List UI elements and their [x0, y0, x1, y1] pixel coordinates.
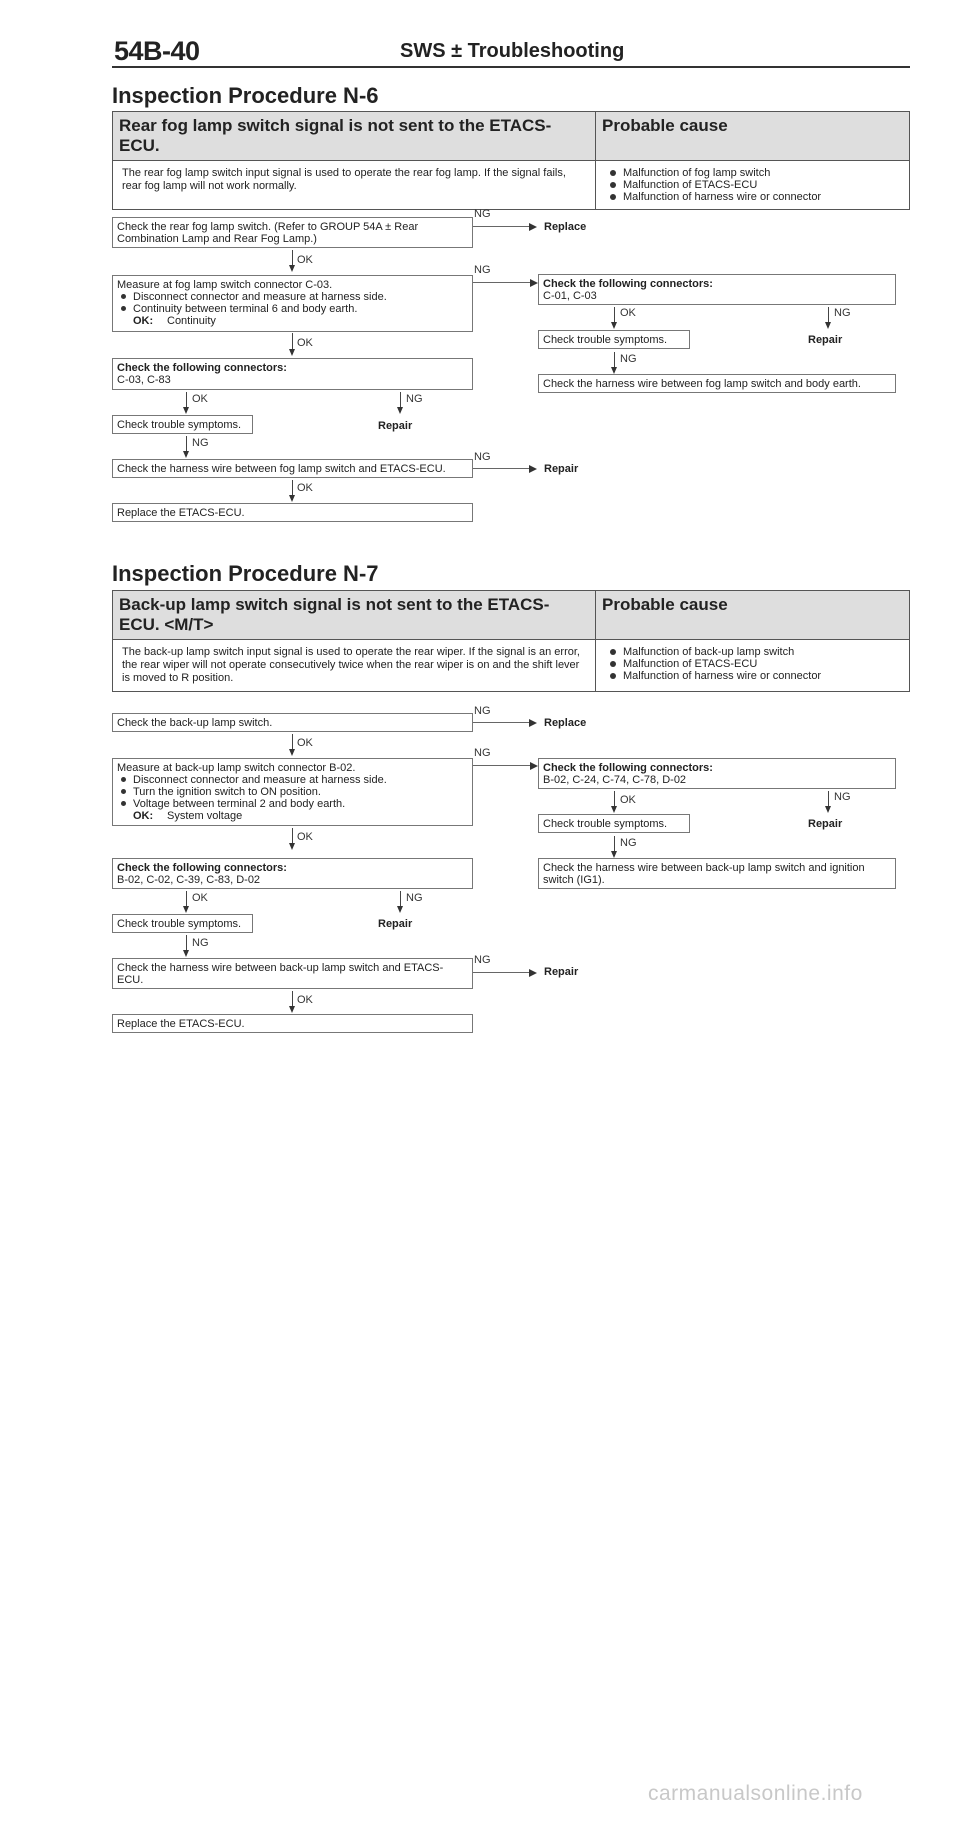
n7-step3-trouble-box: Check trouble symptoms. [112, 914, 253, 933]
n6-step1-ng-arrow [473, 226, 534, 227]
n6-step2-ok-label-arrow: OK [297, 337, 313, 349]
n7-step4-ok-label: OK [297, 994, 313, 1006]
n6-heading: Inspection Procedure N-6 [112, 83, 379, 108]
n7-step2b-ok-arrow [614, 791, 615, 811]
n6-step1-ng-label: NG [474, 208, 491, 220]
n7-step2b-trouble-ng-label: NG [620, 837, 637, 849]
n6-step1-ok-arrow [292, 250, 293, 270]
n7-cause-item: Malfunction of harness wire or connector [605, 670, 901, 682]
header-rule [112, 66, 910, 68]
n7-step3-ng-arrow [400, 891, 401, 911]
n7-step2b-title: Check the following connectors: [543, 762, 713, 774]
n7-step1-ng-label: NG [474, 705, 491, 717]
n6-cause-item: Malfunction of ETACS-ECU [605, 179, 901, 191]
n7-cause-table [112, 590, 910, 692]
n7-step1-ng-arrow [473, 722, 534, 723]
n7-step3-ng-label: NG [406, 892, 423, 904]
n6-step2-ng-arrow [473, 282, 535, 283]
n6-step3-connectors: C-03, C-83 [117, 374, 171, 386]
n7-step2-ok-arrow [292, 828, 293, 848]
n7-step2-bullet: Voltage between terminal 2 and body earth. [117, 798, 468, 810]
n7-step2b-box [538, 758, 896, 789]
n6-symptom-header: Rear fog lamp switch signal is not sent to the ETACS-ECU. [113, 112, 596, 161]
n6-step3-trouble-ng-label: NG [192, 437, 209, 449]
n7-step3-trouble-ng-arrow [186, 935, 187, 955]
n6-cause-header: Probable cause [596, 112, 910, 161]
n7-step2-title: Measure at back-up lamp switch connector B-02. [117, 762, 356, 774]
n7-step2b-ng-label: NG [834, 791, 851, 803]
n7-step2-ng-label: NG [474, 747, 491, 759]
n6-step2-ok-label: OK: [133, 315, 154, 327]
n6-step2-ok-value: Continuity [167, 315, 216, 327]
n7-step3-trouble-ng-label: NG [192, 937, 209, 949]
n6-step3-trouble-box: Check trouble symptoms. [112, 415, 253, 434]
n6-step3-trouble-ng-arrow [186, 436, 187, 456]
n6-step2-box [112, 275, 473, 332]
n6-step2-ng-label: NG [474, 264, 491, 276]
n6-step2b-ng-result: Repair [808, 334, 843, 346]
n7-causes [596, 640, 910, 692]
n6-step4-box: Check the harness wire between fog lamp switch and ETACS-ECU. [112, 459, 473, 478]
n6-step2-bullet: Disconnect connector and measure at harness side. [117, 291, 468, 303]
n7-step3-ng-result: Repair [378, 918, 413, 930]
n6-step3-ng-label: NG [406, 393, 423, 405]
n6-step2b-trouble-box: Check trouble symptoms. [538, 330, 690, 349]
n6-step3-title: Check the following connectors: [117, 362, 287, 374]
n7-step1-ok-arrow [292, 734, 293, 754]
n6-step1-box: Check the rear fog lamp switch. (Refer to GROUP 54A ± Rear Combination Lamp and Rear Fog Lamp.) [112, 217, 473, 248]
n6-step2b-trouble-ng-label: NG [620, 353, 637, 365]
n6-cause-item: Malfunction of harness wire or connector [605, 191, 901, 203]
n7-step3-connectors: B-02, C-02, C-39, C-83, D-02 [117, 874, 261, 886]
n7-step3-title: Check the following connectors: [117, 862, 287, 874]
n7-heading: Inspection Procedure N-7 [112, 561, 379, 586]
n7-cause-item: Malfunction of back-up lamp switch [605, 646, 901, 658]
n7-step2-bullet: Turn the ignition switch to ON position. [117, 786, 468, 798]
n7-step4-ng-label: NG [474, 954, 491, 966]
n7-step2-bullet: Disconnect connector and measure at harness side. [117, 774, 468, 786]
n7-description: The back-up lamp switch input signal is used to operate the rear wiper. If the signal is an error, the rear wiper will not operate consecutively twice when the rear wiper is on and the shift lever is moved to R position. [113, 640, 596, 692]
n7-step2-box [112, 758, 473, 826]
n7-step2-ok-value: System voltage [167, 810, 243, 822]
n7-step3-ok-label: OK [192, 892, 208, 904]
n7-step1-ng-result: Replace [544, 717, 587, 729]
page-title: SWS ± Troubleshooting [400, 40, 625, 62]
page-number: 54B-40 [114, 36, 200, 66]
n7-step4-box: Check the harness wire between back-up lamp switch and ETACS-ECU. [112, 958, 473, 989]
n6-step3-ng-arrow [400, 392, 401, 412]
watermark: carmanualsonline.info [648, 1782, 863, 1805]
n7-step3-box [112, 858, 473, 889]
n7-step2b-ng-result: Repair [808, 818, 843, 830]
n7-cause-header: Probable cause [596, 591, 910, 640]
n7-cause-item: Malfunction of ETACS-ECU [605, 658, 901, 670]
n7-step2-ok-label-arrow: OK [297, 831, 313, 843]
n6-step4-ng-arrow [473, 468, 534, 469]
n7-step2b-ok-label: OK [620, 794, 636, 806]
n6-step3-ng-result: Repair [378, 420, 413, 432]
n6-step2b-harness-box: Check the harness wire between fog lamp switch and body earth. [538, 374, 896, 393]
n6-description: The rear fog lamp switch input signal is used to operate the rear fog lamp. If the signal fails, rear fog lamp will not work normally. [113, 161, 596, 210]
n7-step2b-trouble-box: Check trouble symptoms. [538, 814, 690, 833]
n6-step2b-ng-arrow [828, 307, 829, 327]
n7-step2b-ng-arrow [828, 791, 829, 811]
n7-step4-ng-arrow [473, 972, 534, 973]
n6-step2b-ng-label: NG [834, 307, 851, 319]
n6-step3-ok-label: OK [192, 393, 208, 405]
n7-step2-ok-label: OK: [133, 810, 154, 822]
n6-cause-item: Malfunction of fog lamp switch [605, 167, 901, 179]
n6-causes [596, 161, 910, 210]
n7-symptom-header: Back-up lamp switch signal is not sent to the ETACS-ECU. <M/T> [113, 591, 596, 640]
n7-step4-ok-arrow [292, 991, 293, 1011]
n6-step1-ok-label: OK [297, 254, 313, 266]
n7-step3-ok-arrow [186, 891, 187, 911]
n6-step2-title: Measure at fog lamp switch connector C-03. [117, 279, 333, 291]
n6-step3-ok-arrow [186, 392, 187, 412]
n6-step2b-connectors: C-01, C-03 [543, 290, 597, 302]
n7-step5-box: Replace the ETACS-ECU. [112, 1014, 473, 1033]
n6-step5-box: Replace the ETACS-ECU. [112, 503, 473, 522]
n7-step1-ok-label: OK [297, 737, 313, 749]
n6-step4-ng-label: NG [474, 451, 491, 463]
n6-step2-bullet: Continuity between terminal 6 and body earth. [117, 303, 468, 315]
n7-step2b-trouble-ng-arrow [614, 836, 615, 856]
n6-step2b-ok-arrow [614, 307, 615, 327]
n6-step2b-box [538, 274, 896, 305]
n7-step1-box: Check the back-up lamp switch. [112, 713, 473, 732]
n6-cause-table [112, 111, 910, 210]
n6-step1-ng-result: Replace [544, 221, 587, 233]
n6-step3-box [112, 358, 473, 390]
n6-step4-ok-arrow [292, 480, 293, 500]
n7-step2-ng-arrow [473, 765, 535, 766]
n7-step2b-harness-box: Check the harness wire between back-up lamp switch and ignition switch (IG1). [538, 858, 896, 889]
n6-step2b-ok-label: OK [620, 307, 636, 319]
n6-step4-ok-label: OK [297, 482, 313, 494]
n6-step2b-title: Check the following connectors: [543, 278, 713, 290]
n6-step4-ng-result: Repair [544, 463, 579, 475]
n7-step4-ng-result: Repair [544, 966, 579, 978]
n7-step2b-connectors: B-02, C-24, C-74, C-78, D-02 [543, 774, 687, 786]
n6-step2b-trouble-ng-arrow [614, 352, 615, 372]
n6-step2-ok-arrow [292, 333, 293, 354]
